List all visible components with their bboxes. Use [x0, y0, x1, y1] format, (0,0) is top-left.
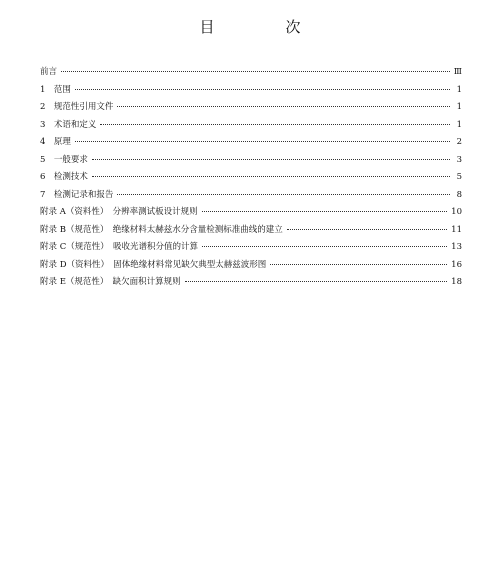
toc-dot-leader	[185, 281, 448, 282]
toc-entry-page: 10	[451, 207, 462, 217]
toc-entry-label: 前言	[40, 67, 58, 77]
toc-entry-foreword[interactable]	[40, 65, 462, 83]
toc-list	[40, 65, 462, 293]
toc-entry-label: 附录 A（资料性） 分辨率测试板设计规则	[40, 207, 198, 217]
toc-dot-leader	[100, 124, 450, 125]
toc-entry-label: 3 术语和定义	[40, 119, 97, 130]
toc-entry-normative-references[interactable]	[40, 100, 462, 118]
toc-entry-page: 1	[456, 84, 462, 95]
toc-dot-leader	[117, 106, 450, 107]
toc-dot-leader	[202, 246, 447, 247]
toc-entry-terms-definitions[interactable]	[40, 118, 462, 136]
toc-dot-leader	[92, 159, 450, 160]
toc-title: 目 次	[199, 18, 329, 36]
toc-entry-records-report[interactable]	[40, 188, 462, 206]
toc-entry-page: 18	[451, 277, 462, 287]
toc-entry-label: 附录 C（规范性） 吸收光谱积分值的计算	[40, 242, 198, 252]
toc-entry-principle[interactable]	[40, 135, 462, 153]
toc-entry-page: 2	[456, 137, 462, 147]
toc-entry-page: 1	[456, 102, 462, 112]
toc-entry-page: 3	[456, 154, 462, 165]
toc-entry-detection-technology[interactable]	[40, 170, 462, 188]
toc-entry-page: 16	[451, 259, 462, 270]
toc-entry-general-requirements[interactable]	[40, 153, 462, 171]
toc-entry-label: 附录 D（资料性） 固体绝缘材料常见缺欠典型太赫兹波形图	[40, 259, 267, 270]
toc-entry-label: 5 一般要求	[40, 154, 88, 165]
toc-entry-annex-a[interactable]	[40, 205, 462, 223]
toc-entry-label: 2 规范性引用文件	[40, 102, 114, 112]
toc-dot-leader	[61, 71, 450, 72]
toc-entry-annex-b[interactable]	[40, 223, 462, 241]
toc-dot-leader	[75, 89, 450, 90]
toc-dot-leader	[92, 176, 450, 177]
toc-entry-page: 8	[456, 189, 462, 200]
toc-entry-label: 1 范围	[40, 84, 71, 95]
toc-dot-leader	[287, 229, 447, 230]
toc-entry-page: Ⅲ	[453, 67, 462, 77]
toc-entry-label: 7 检测记录和报告	[40, 189, 114, 200]
toc-entry-label: 附录 E（规范性） 缺欠面积计算规则	[40, 277, 181, 287]
toc-entry-annex-d[interactable]	[40, 258, 462, 276]
toc-dot-leader	[202, 211, 448, 212]
toc-entry-annex-e[interactable]	[40, 275, 462, 293]
toc-entry-page: 5	[456, 172, 462, 182]
toc-dot-leader	[117, 194, 450, 195]
toc-entry-page: 11	[451, 224, 462, 235]
toc-entry-label: 6 检测技术	[40, 172, 88, 182]
toc-dot-leader	[270, 264, 447, 265]
toc-entry-scope[interactable]	[40, 83, 462, 101]
toc-entry-page: 1	[456, 119, 462, 130]
toc-dot-leader	[75, 141, 450, 142]
toc-entry-annex-c[interactable]	[40, 240, 462, 258]
toc-entry-page: 13	[451, 242, 462, 252]
toc-entry-label: 4 原理	[40, 137, 71, 147]
toc-entry-label: 附录 B（规范性） 绝缘材料太赫兹水分含量检测标准曲线的建立	[40, 224, 283, 235]
